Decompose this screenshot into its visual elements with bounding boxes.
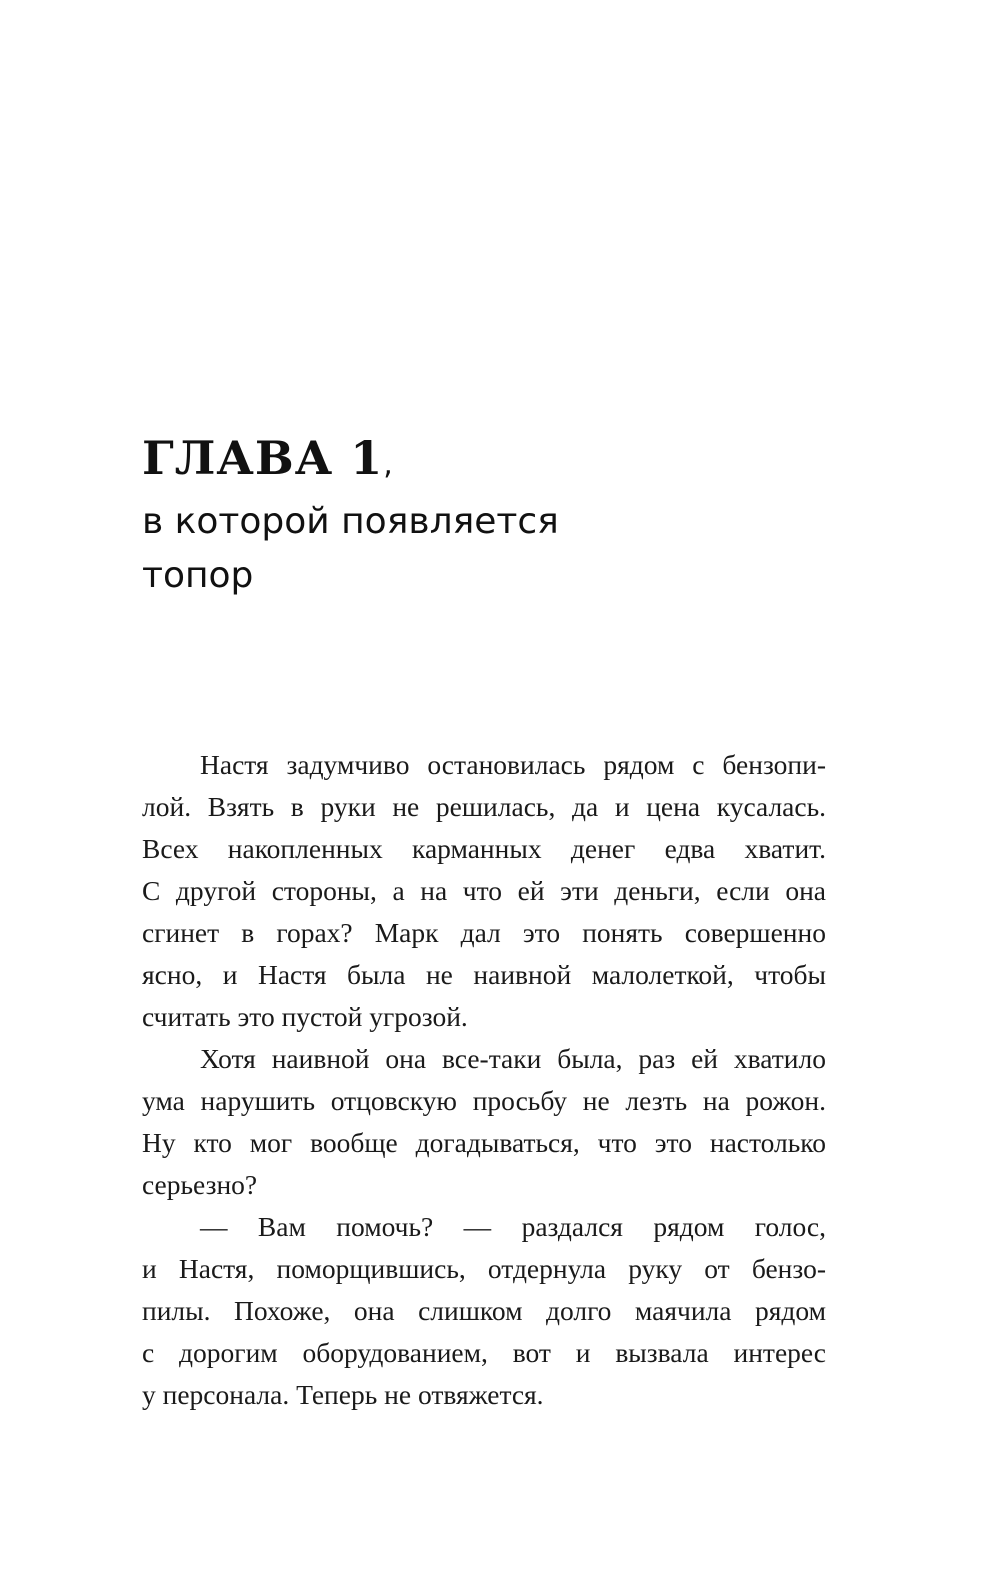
text-line: и Настя, поморщившись, отдернула руку от бензо- (142, 1253, 826, 1284)
paragraph (142, 744, 826, 1038)
text-line: Ну кто мог вообще догадываться, что это настолько (142, 1127, 826, 1158)
text-line: лой. Взять в руки не решилась, да и цена кусалась. (142, 791, 826, 822)
paragraph (142, 1206, 826, 1416)
chapter-number-line (142, 430, 842, 493)
text-line: сгинет в горах? Марк дал это понять совершенно (142, 917, 826, 948)
chapter-label: ГЛАВА 1 (142, 431, 384, 485)
text-line: Хотя наивной она все-таки была, раз ей хватило (200, 1043, 826, 1074)
chapter-comma: , (383, 447, 394, 482)
chapter-body-text (142, 744, 826, 1416)
text-line: с дорогим оборудованием, вот и вызвала интерес (142, 1337, 826, 1368)
text-line: Всех накопленных карманных денег едва хватит. (142, 833, 826, 864)
text-line: считать это пустой угрозой. (142, 1001, 468, 1032)
text-line: Настя задумчиво остановилась рядом с бензопи- (200, 749, 826, 780)
text-line: С другой стороны, а на что ей эти деньги, если она (142, 875, 826, 906)
chapter-subtitle (142, 495, 842, 603)
chapter-subtitle-line: в которой появляется (142, 501, 559, 542)
text-line: пилы. Похоже, она слишком долго маячила рядом (142, 1295, 826, 1326)
text-line: у персонала. Теперь не отвяжется. (142, 1379, 544, 1410)
text-line: ума нарушить отцовскую просьбу не лезть на рожон. (142, 1085, 826, 1116)
text-line: серьезно? (142, 1169, 258, 1200)
chapter-heading (142, 430, 842, 603)
paragraph (142, 1038, 826, 1206)
text-line: ясно, и Настя была не наивной малолеткой, чтобы (142, 959, 826, 990)
chapter-subtitle-line: топор (142, 555, 254, 596)
text-line: — Вам помочь? — раздался рядом голос, (200, 1211, 826, 1242)
